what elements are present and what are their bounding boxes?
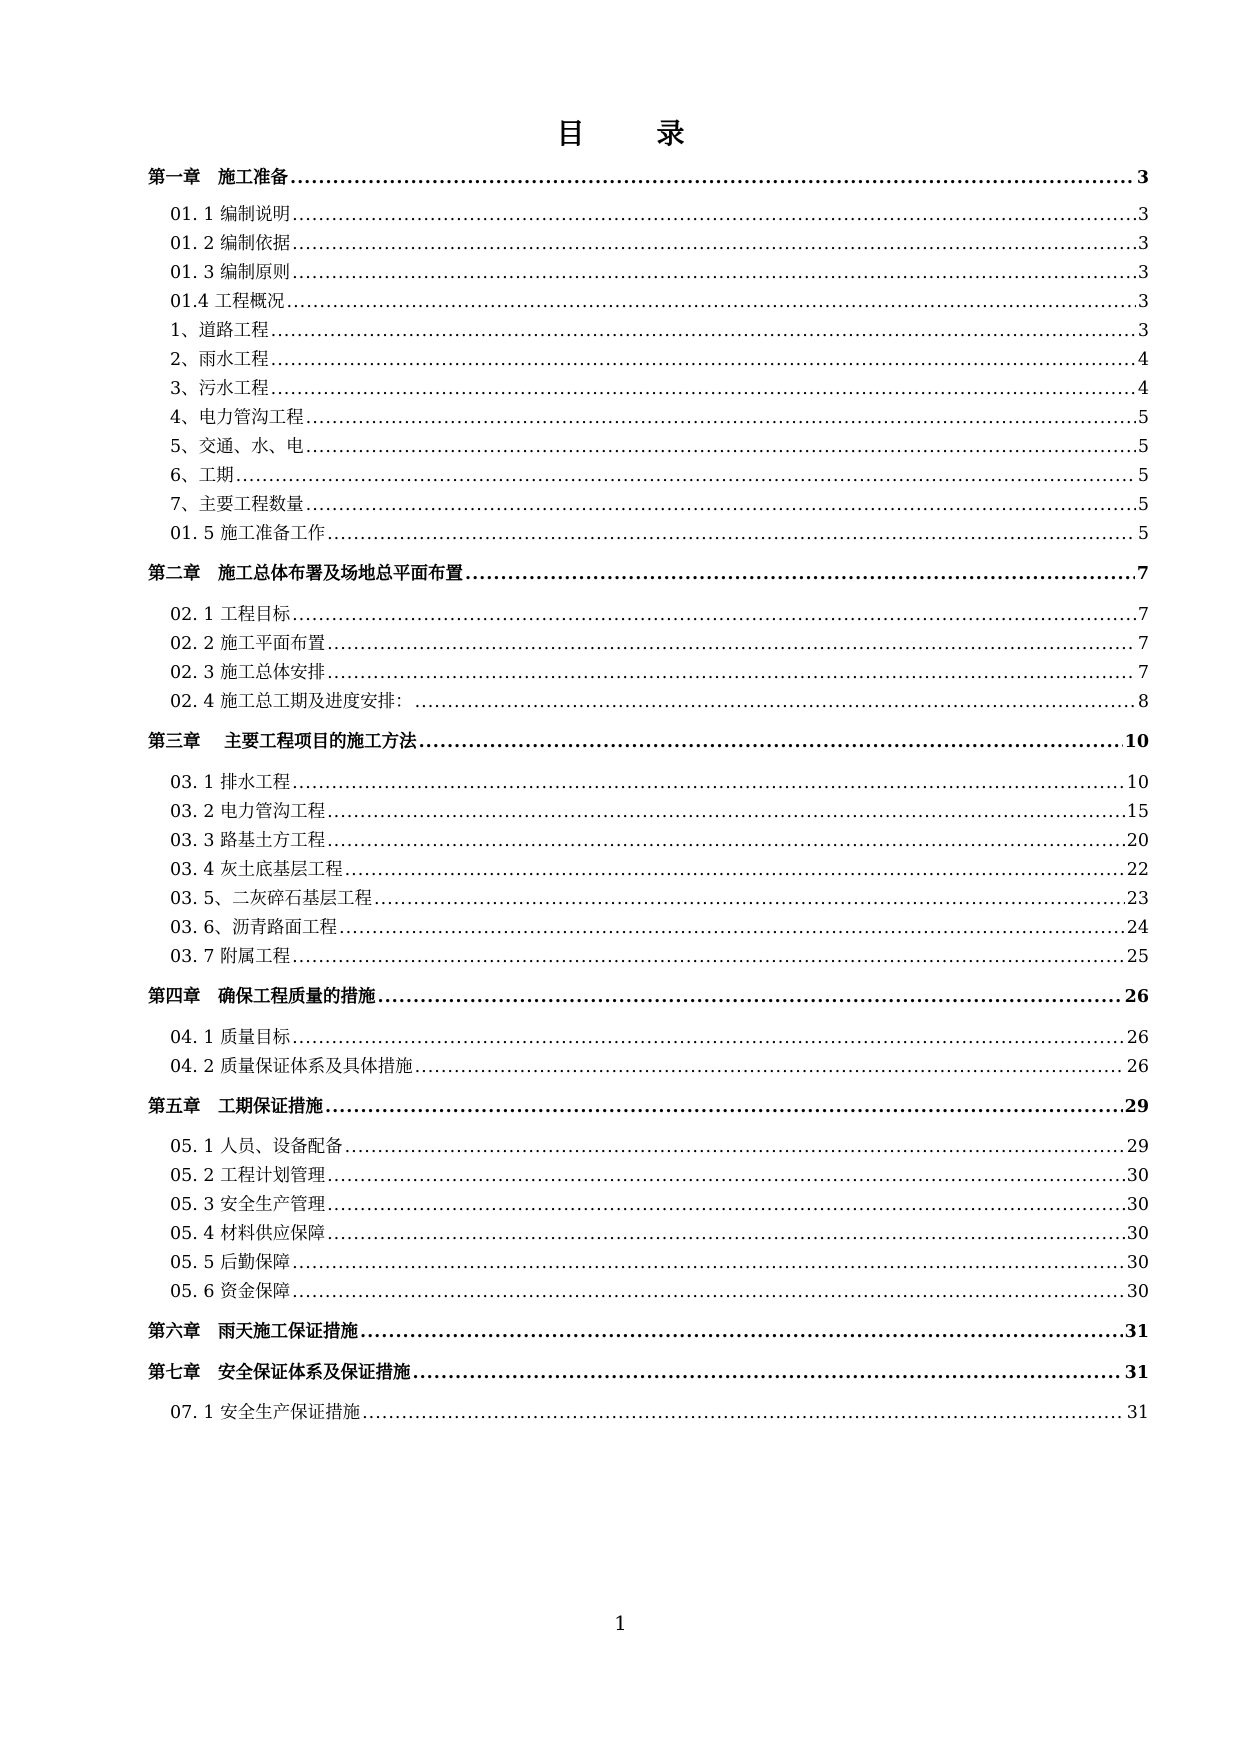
toc-section-entry[interactable]	[170, 769, 1149, 797]
toc-section-entry[interactable]	[170, 856, 1149, 884]
toc-entry-page: 3	[1137, 292, 1149, 312]
toc-entry-page: 26	[1126, 1028, 1149, 1048]
toc-dot-leader	[292, 230, 1136, 258]
toc-entry-label: 02. 4 施工总工期及进度安排：	[170, 692, 413, 712]
toc-entry-label: 02. 1 工程目标	[170, 605, 291, 625]
toc-entry-page: 5	[1137, 495, 1149, 515]
toc-entry-page: 29	[1126, 1137, 1149, 1157]
toc-dot-leader	[271, 346, 1136, 374]
toc-entry-label: 02. 3 施工总体安排	[170, 663, 326, 683]
toc-dot-leader	[327, 827, 1125, 855]
toc-entry-label: 05. 4 材料供应保障	[170, 1224, 326, 1244]
toc-entry-page: 26	[1126, 1057, 1149, 1077]
toc-entry-page: 30	[1126, 1282, 1149, 1302]
toc-entry-label: 第五章 工期保证措施	[148, 1097, 323, 1117]
toc-entry-page: 29	[1124, 1097, 1149, 1117]
toc-dot-leader	[327, 520, 1136, 548]
toc-entry-page: 7	[1137, 634, 1149, 654]
toc-dot-leader	[345, 1133, 1125, 1161]
toc-entry-page: 30	[1126, 1195, 1149, 1215]
toc-entry-page: 7	[1137, 663, 1149, 683]
toc-entry-label: 第七章 安全保证体系及保证措施	[148, 1363, 411, 1383]
toc-entry-page: 10	[1126, 773, 1149, 793]
toc-section-entry[interactable]	[170, 491, 1149, 519]
toc-entry-page: 23	[1126, 889, 1149, 909]
toc-entry-page: 8	[1137, 692, 1149, 712]
toc-section-entry[interactable]	[170, 630, 1149, 658]
toc-section-entry[interactable]	[170, 317, 1149, 345]
toc-section-entry[interactable]	[170, 346, 1149, 374]
toc-entry-page: 7	[1136, 564, 1149, 584]
toc-entry-label: 7、主要工程数量	[170, 495, 304, 515]
toc-entry-label: 5、交通、水、电	[170, 437, 304, 457]
toc-section-entry[interactable]	[170, 404, 1149, 432]
toc-entry-label: 03. 7 附属工程	[170, 947, 291, 967]
toc-entry-label: 05. 6 资金保障	[170, 1282, 291, 1302]
toc-entry-label: 02. 2 施工平面布置	[170, 634, 326, 654]
toc-entry-page: 26	[1124, 987, 1149, 1007]
toc-section-entry[interactable]	[170, 1399, 1149, 1427]
toc-section-entry[interactable]	[170, 1162, 1149, 1190]
toc-entry-label: 05. 2 工程计划管理	[170, 1166, 326, 1186]
toc-section-entry[interactable]	[170, 230, 1149, 258]
toc-entry-label: 05. 5 后勤保障	[170, 1253, 291, 1273]
toc-chapter-entry[interactable]	[148, 728, 1149, 756]
toc-section-entry[interactable]	[170, 201, 1149, 229]
toc-chapter-entry[interactable]	[148, 1318, 1149, 1346]
toc-entry-label: 04. 2 质量保证体系及具体措施	[170, 1057, 413, 1077]
toc-entry-label: 03. 5、二灰碎石基层工程	[170, 889, 373, 909]
toc-entry-label: 第二章 施工总体布署及场地总平面布置	[148, 564, 463, 584]
toc-section-entry[interactable]	[170, 688, 1149, 716]
toc-dot-leader	[271, 375, 1136, 403]
toc-dot-leader	[236, 462, 1136, 490]
toc-dot-leader	[325, 1093, 1123, 1121]
toc-entry-label: 07. 1 安全生产保证措施	[170, 1403, 361, 1423]
toc-dot-leader	[292, 769, 1125, 797]
toc-section-entry[interactable]	[170, 433, 1149, 461]
toc-entry-page: 30	[1126, 1224, 1149, 1244]
toc-dot-leader	[292, 259, 1136, 287]
toc-section-entry[interactable]	[170, 1191, 1149, 1219]
toc-dot-leader	[415, 688, 1136, 716]
toc-dot-leader	[327, 1191, 1125, 1219]
toc-entry-label: 3、污水工程	[170, 379, 269, 399]
toc-entry-page: 30	[1126, 1166, 1149, 1186]
toc-dot-leader	[339, 914, 1125, 942]
toc-entry-label: 04. 1 质量目标	[170, 1028, 291, 1048]
toc-entry-label: 05. 1 人员、设备配备	[170, 1137, 343, 1157]
toc-entry-label: 03. 4 灰土底基层工程	[170, 860, 343, 880]
toc-entry-page: 3	[1137, 205, 1149, 225]
toc-entry-page: 5	[1137, 408, 1149, 428]
toc-entry-page: 10	[1124, 732, 1149, 752]
toc-dot-leader	[413, 1359, 1123, 1387]
toc-entry-label: 第六章 雨天施工保证措施	[148, 1322, 358, 1342]
toc-dot-leader	[327, 798, 1125, 826]
toc-dot-leader	[306, 404, 1136, 432]
toc-section-entry[interactable]	[170, 1278, 1149, 1306]
toc-dot-leader	[327, 1162, 1125, 1190]
toc-dot-leader	[345, 856, 1125, 884]
toc-chapter-entry[interactable]	[148, 164, 1149, 192]
toc-chapter-entry[interactable]	[148, 1093, 1149, 1121]
toc-entry-page: 4	[1137, 379, 1149, 399]
toc-entry-label: 2、雨水工程	[170, 350, 269, 370]
toc-chapter-entry[interactable]	[148, 1359, 1149, 1387]
toc-dot-leader	[465, 560, 1135, 588]
toc-section-entry[interactable]	[170, 798, 1149, 826]
toc-entry-label: 6、工期	[170, 466, 234, 486]
toc-entry-label: 1、道路工程	[170, 321, 269, 341]
page-title: 目 录	[556, 117, 707, 150]
toc-section-entry[interactable]	[170, 462, 1149, 490]
toc-entry-page: 3	[1137, 321, 1149, 341]
toc-dot-leader	[306, 433, 1136, 461]
toc-entry-page: 30	[1126, 1253, 1149, 1273]
toc-section-entry[interactable]	[170, 1133, 1149, 1161]
toc-entry-label: 01. 3 编制原则	[170, 263, 291, 283]
toc-entry-page: 31	[1124, 1322, 1149, 1342]
toc-entry-label: 第四章 确保工程质量的措施	[148, 987, 376, 1007]
toc-entry-page: 3	[1137, 234, 1149, 254]
toc-section-entry[interactable]	[170, 259, 1149, 287]
toc-dot-leader	[290, 164, 1135, 192]
toc-section-entry[interactable]	[170, 1249, 1149, 1277]
toc-section-entry[interactable]	[170, 827, 1149, 855]
toc-chapter-entry[interactable]	[148, 983, 1149, 1011]
toc-dot-leader	[415, 1053, 1125, 1081]
toc-dot-leader	[292, 1278, 1125, 1306]
toc-entry-label: 01. 1 编制说明	[170, 205, 291, 225]
toc-entry-label: 第三章 主要工程项目的施工方法	[148, 732, 417, 752]
toc-entry-page: 25	[1126, 947, 1149, 967]
toc-entry-page: 3	[1137, 263, 1149, 283]
toc-dot-leader	[292, 201, 1136, 229]
toc-section-entry[interactable]	[170, 601, 1149, 629]
toc-section-entry[interactable]	[170, 520, 1149, 548]
toc-entry-page: 24	[1126, 918, 1149, 938]
toc-dot-leader	[378, 983, 1123, 1011]
toc-entry-label: 01. 5 施工准备工作	[170, 524, 326, 544]
toc-entry-label: 4、电力管沟工程	[170, 408, 304, 428]
toc-section-entry[interactable]	[170, 288, 1149, 316]
toc-dot-leader	[419, 728, 1123, 756]
toc-entry-page: 31	[1126, 1403, 1149, 1423]
toc-dot-leader	[292, 601, 1136, 629]
toc-section-entry[interactable]	[170, 1024, 1149, 1052]
toc-section-entry[interactable]	[170, 885, 1149, 913]
toc-dot-leader	[327, 1220, 1125, 1248]
toc-entry-label: 03. 2 电力管沟工程	[170, 802, 326, 822]
toc-entry-label: 01.4 工程概况	[170, 292, 285, 312]
toc-dot-leader	[374, 885, 1125, 913]
page-number: 1	[614, 1611, 627, 1635]
toc-dot-leader	[327, 630, 1136, 658]
toc-entry-page: 5	[1137, 466, 1149, 486]
toc-dot-leader	[287, 288, 1136, 316]
toc-dot-leader	[306, 491, 1136, 519]
toc-entry-label: 第一章 施工准备	[148, 168, 288, 188]
toc-entry-label: 03. 3 路基土方工程	[170, 831, 326, 851]
toc-dot-leader	[292, 1249, 1125, 1277]
toc-dot-leader	[292, 1024, 1125, 1052]
toc-section-entry[interactable]	[170, 375, 1149, 403]
toc-dot-leader	[327, 659, 1136, 687]
toc-entry-page: 3	[1136, 168, 1149, 188]
toc-dot-leader	[362, 1399, 1125, 1427]
toc-dot-leader	[271, 317, 1136, 345]
toc-entry-page: 4	[1137, 350, 1149, 370]
toc-dot-leader	[292, 943, 1125, 971]
toc-entry-label: 03. 1 排水工程	[170, 773, 291, 793]
toc-section-entry[interactable]	[170, 914, 1149, 942]
toc-section-entry[interactable]	[170, 659, 1149, 687]
toc-entry-page: 15	[1126, 802, 1149, 822]
toc-entry-label: 01. 2 编制依据	[170, 234, 291, 254]
toc-entry-page: 22	[1126, 860, 1149, 880]
toc-entry-page: 31	[1124, 1363, 1149, 1383]
toc-entry-label: 03. 6、沥青路面工程	[170, 918, 338, 938]
toc-section-entry[interactable]	[170, 943, 1149, 971]
toc-chapter-entry[interactable]	[148, 560, 1149, 588]
toc-section-entry[interactable]	[170, 1220, 1149, 1248]
toc-entry-label: 05. 3 安全生产管理	[170, 1195, 326, 1215]
toc-entry-page: 5	[1137, 524, 1149, 544]
toc-entry-page: 7	[1137, 605, 1149, 625]
toc-entry-page: 5	[1137, 437, 1149, 457]
toc-entry-page: 20	[1126, 831, 1149, 851]
toc-section-entry[interactable]	[170, 1053, 1149, 1081]
toc-dot-leader	[360, 1318, 1123, 1346]
